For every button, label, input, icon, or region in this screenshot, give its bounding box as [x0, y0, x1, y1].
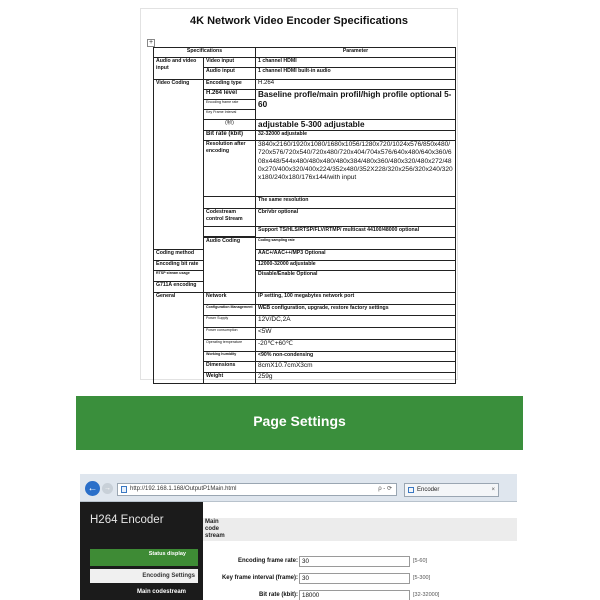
spec-value: adjustable 5-300 adjustable — [256, 120, 456, 131]
spec-name: Encoding bit rate — [154, 261, 204, 271]
spec-name: (帧) — [204, 120, 256, 131]
header-specifications: Specifications — [154, 48, 256, 58]
plus-icon[interactable]: + — [148, 39, 154, 46]
table-row — [154, 80, 456, 90]
spec-name: Codestream control Stream — [204, 209, 256, 227]
spec-value: IP setting, 100 megabytes network port — [256, 293, 456, 305]
table-row — [154, 261, 456, 271]
section-banner — [76, 396, 523, 450]
browser-screenshot — [80, 474, 517, 600]
frame-rate-label: Encoding frame rate: — [237, 558, 298, 564]
spec-value: <90% non-condensing — [256, 352, 456, 362]
spec-value: Disable/Enable Optional — [256, 271, 456, 293]
key-frame-label: Key frame interval (frame): — [221, 575, 298, 581]
spec-name: Coding method — [154, 250, 204, 261]
address-text: http://192.168.1.168/OutputP1Main.html — [130, 486, 237, 492]
table-row — [154, 293, 456, 305]
spec-name: Audio input — [204, 68, 256, 80]
spec-value: 259g — [256, 373, 456, 384]
spec-name: RTSP stream usage — [154, 271, 204, 282]
spec-value: 8cmX10.7cmX3cm — [256, 362, 456, 373]
spec-title: 4K Network Video Encoder Specifications — [189, 15, 409, 27]
spec-value: <5W — [256, 328, 456, 340]
spec-name: Operating temperature — [204, 340, 256, 352]
spec-name: Encoding type — [204, 80, 256, 90]
frame-rate-input[interactable] — [299, 556, 410, 567]
spec-name: Configuration Management — [204, 305, 256, 316]
form-row — [203, 572, 517, 584]
spec-value: Support TS/HLS/RTSP/FLV/RTMP/ multicast 44100/48000 optional — [256, 227, 456, 238]
spec-name: G711A encoding — [154, 282, 204, 293]
category-cell: Video Coding — [154, 80, 204, 250]
spec-name — [204, 197, 256, 209]
tab-label: Encoder — [417, 487, 440, 493]
spec-value: Baseline profle/main profil/high profile optional 5-60 — [256, 90, 456, 120]
browser-toolbar — [80, 474, 517, 502]
spec-name: Encoding frame rate — [204, 100, 256, 110]
spec-name: Network — [204, 293, 256, 305]
spec-value: 1 channel HDMI built-in audio — [256, 68, 456, 80]
main-panel — [203, 502, 517, 600]
header-parameter: Parameter — [256, 48, 456, 58]
spec-value: 1 channel HDMI — [256, 58, 456, 68]
section-heading-text: Main code stream — [205, 519, 225, 539]
bit-rate-input[interactable] — [299, 590, 410, 600]
table-header-row — [154, 48, 456, 58]
spec-value: 3840x2160/1920x1080/1680x1056/1280x720/1024x576/850x480/720x576/720x540/720x480/720x404/704x576/640x480/640x360/608x448/544x480/480x480/480x384/480x360/480x320/480x272/480x270/400x320/400x224/352x480/352X228/320x256/320x240/320x180/240x180/176x144/with input — [256, 141, 456, 197]
spec-name: Coding sampling rate — [256, 238, 456, 250]
spec-document — [140, 8, 458, 380]
spec-name: Key Frame Interval — [204, 110, 256, 120]
spec-value: The same resolution — [256, 197, 456, 209]
key-frame-input[interactable] — [299, 573, 410, 584]
spec-value: -20℃+60℃ — [256, 340, 456, 352]
spec-name: Video input — [204, 58, 256, 68]
encoding-settings-button[interactable]: Encoding Settings — [90, 569, 198, 583]
key-frame-range: [5-300] — [413, 575, 431, 581]
spec-value: Cbr/vbr optional — [256, 209, 456, 227]
frame-rate-range: [5-60] — [413, 558, 428, 564]
main-codestream-link[interactable]: Main codestream — [136, 589, 186, 595]
status-display-button[interactable]: Status display — [90, 549, 198, 566]
spec-name: Power Supply — [204, 316, 256, 328]
spec-name: H.264 level — [204, 90, 256, 100]
forward-arrow-icon[interactable]: → — [104, 485, 111, 492]
section-heading — [203, 518, 517, 541]
browser-tab[interactable] — [404, 483, 499, 497]
spec-name: Working humidity — [204, 352, 256, 362]
table-row — [154, 58, 456, 68]
spec-value: 12000-32000 adjustable — [256, 261, 456, 271]
spec-name: Bit rate (kbit) — [204, 131, 256, 141]
bit-rate-label: Bit rate (kbit): — [259, 592, 298, 598]
banner-title: Page Settings — [253, 413, 346, 429]
spec-value: 32-32000 adjustable — [256, 131, 456, 141]
address-bar[interactable] — [117, 483, 397, 496]
spec-table — [153, 47, 456, 384]
spec-name: Dimensions — [204, 362, 256, 373]
spec-name — [204, 227, 256, 237]
spec-name: Resolution after encoding — [204, 141, 256, 197]
category-cell: General — [154, 293, 204, 384]
close-icon[interactable]: × — [491, 487, 495, 493]
back-arrow-icon[interactable]: ← — [85, 481, 100, 496]
table-row — [154, 271, 456, 282]
form-row — [203, 555, 517, 567]
spec-value: H.264 — [256, 80, 456, 90]
spec-value: WEB configuration, upgrade, restore factory settings — [256, 305, 456, 316]
category-cell: Audio Coding — [204, 238, 256, 293]
form-row — [203, 589, 517, 600]
spec-name: Power consumption — [204, 328, 256, 340]
sidebar — [80, 502, 203, 600]
tab-page-icon — [408, 487, 414, 493]
page-icon — [121, 486, 127, 493]
category-cell: Audio and video input — [154, 58, 204, 80]
search-refresh-icon[interactable]: ρ - ⟳ — [378, 486, 392, 492]
brand-logo: H264 Encoder — [90, 514, 164, 526]
bit-rate-range: [32-32000] — [413, 592, 440, 598]
spec-value: 12V/DC,2A — [256, 316, 456, 328]
table-row — [154, 250, 456, 261]
spec-value: AAC+/AAC++/MP3 Optional — [256, 250, 456, 261]
spec-name: Weight — [204, 373, 256, 384]
